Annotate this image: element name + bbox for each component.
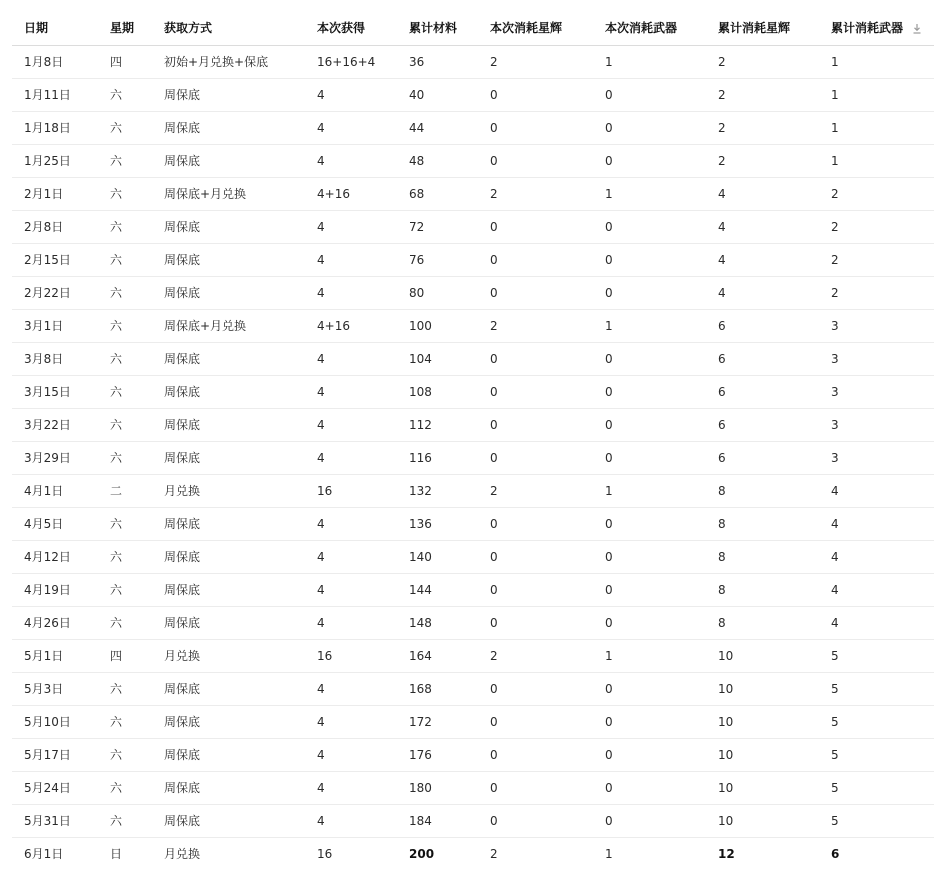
header-used-starglitter xyxy=(478,11,593,45)
table-row xyxy=(12,342,934,375)
table-row xyxy=(12,243,934,276)
header-total-materials-label: 累计材料 xyxy=(409,21,458,36)
cell-total-used-weapon: 5 xyxy=(819,738,934,771)
cell-used-weapon: 1 xyxy=(593,639,706,672)
cell-weekday: 六 xyxy=(98,276,152,309)
cell-source: 周保底 xyxy=(152,507,305,540)
cell-total-used-starglitter: 2 xyxy=(706,78,819,111)
cell-date: 3月29日 xyxy=(12,441,98,474)
cell-date: 1月11日 xyxy=(12,78,98,111)
cell-total-used-weapon: 2 xyxy=(819,276,934,309)
cell-gained: 4 xyxy=(305,606,397,639)
cell-total-materials: 136 xyxy=(397,507,478,540)
cell-weekday: 六 xyxy=(98,342,152,375)
cell-source: 周保底 xyxy=(152,804,305,837)
cell-used-weapon: 0 xyxy=(593,606,706,639)
cell-total-used-starglitter: 4 xyxy=(706,210,819,243)
cell-used-starglitter: 0 xyxy=(478,771,593,804)
cell-total-used-weapon: 4 xyxy=(819,507,934,540)
table-row xyxy=(12,507,934,540)
header-total-materials xyxy=(397,11,478,45)
cell-weekday: 六 xyxy=(98,210,152,243)
cell-gained: 4+16 xyxy=(305,309,397,342)
header-total-used-starglitter-label: 累计消耗星辉 xyxy=(718,21,791,36)
cell-total-used-starglitter: 8 xyxy=(706,507,819,540)
cell-used-weapon: 0 xyxy=(593,111,706,144)
cell-date: 2月8日 xyxy=(12,210,98,243)
cell-total-used-starglitter: 8 xyxy=(706,573,819,606)
cell-total-used-weapon: 4 xyxy=(819,540,934,573)
cell-source: 初始+月兑换+保底 xyxy=(152,45,305,78)
cell-total-used-weapon: 2 xyxy=(819,177,934,210)
cell-used-starglitter: 0 xyxy=(478,210,593,243)
header-source xyxy=(152,11,305,45)
table-row xyxy=(12,111,934,144)
cell-weekday: 四 xyxy=(98,639,152,672)
cell-source: 周保底 xyxy=(152,540,305,573)
cell-gained: 4 xyxy=(305,243,397,276)
cell-weekday: 六 xyxy=(98,672,152,705)
table-header xyxy=(12,11,934,45)
cell-gained: 16 xyxy=(305,474,397,507)
cell-source: 月兑换 xyxy=(152,639,305,672)
cell-used-weapon: 0 xyxy=(593,573,706,606)
cell-used-starglitter: 0 xyxy=(478,276,593,309)
cell-total-materials: 176 xyxy=(397,738,478,771)
cell-total-used-weapon: 3 xyxy=(819,309,934,342)
table-body xyxy=(12,45,934,870)
cell-weekday: 六 xyxy=(98,507,152,540)
cell-used-starglitter: 0 xyxy=(478,78,593,111)
cell-used-weapon: 1 xyxy=(593,45,706,78)
cell-weekday: 六 xyxy=(98,309,152,342)
cell-gained: 4 xyxy=(305,78,397,111)
table-row xyxy=(12,276,934,309)
cell-total-used-starglitter: 10 xyxy=(706,771,819,804)
cell-total-used-starglitter: 10 xyxy=(706,639,819,672)
cell-date: 5月3日 xyxy=(12,672,98,705)
cell-total-used-weapon: 5 xyxy=(819,771,934,804)
cell-total-used-weapon: 5 xyxy=(819,705,934,738)
cell-source: 周保底 xyxy=(152,573,305,606)
table-row xyxy=(12,606,934,639)
cell-used-starglitter: 2 xyxy=(490,846,498,861)
cell-total-used-starglitter: 4 xyxy=(706,243,819,276)
cell-used-weapon: 0 xyxy=(593,78,706,111)
cell-used-weapon: 0 xyxy=(593,276,706,309)
cell-total-used-starglitter: 6 xyxy=(706,375,819,408)
table-row xyxy=(12,375,934,408)
cell-used-weapon: 0 xyxy=(593,144,706,177)
cell-total-materials: 172 xyxy=(397,705,478,738)
cell-gained: 4 xyxy=(305,441,397,474)
header-used-weapon-label: 本次消耗武器 xyxy=(605,21,678,36)
cell-used-weapon: 0 xyxy=(593,210,706,243)
cell-total-used-starglitter: 8 xyxy=(706,606,819,639)
cell-total-used-starglitter: 10 xyxy=(706,804,819,837)
cell-used-starglitter: 0 xyxy=(478,507,593,540)
cell-source: 周保底 xyxy=(152,375,305,408)
cell-gained: 4 xyxy=(305,507,397,540)
cell-total-used-weapon: 3 xyxy=(819,408,934,441)
cell-total-used-starglitter: 4 xyxy=(706,177,819,210)
header-used-weapon xyxy=(593,11,706,45)
cell-total-used-weapon: 3 xyxy=(819,375,934,408)
cell-used-starglitter: 0 xyxy=(478,705,593,738)
cell-total-used-starglitter: 2 xyxy=(706,144,819,177)
header-source-label: 获取方式 xyxy=(164,21,213,36)
cell-date: 4月1日 xyxy=(12,474,98,507)
cell-weekday: 六 xyxy=(98,177,152,210)
cell-gained: 4 xyxy=(305,210,397,243)
cell-date: 4月5日 xyxy=(12,507,98,540)
cell-total-used-starglitter: 6 xyxy=(706,441,819,474)
cell-source: 月兑换 xyxy=(164,847,201,862)
cell-total-materials: 48 xyxy=(397,144,478,177)
cell-source: 周保底 xyxy=(152,606,305,639)
cell-source: 周保底 xyxy=(152,342,305,375)
cell-gained: 4 xyxy=(305,804,397,837)
cell-date: 5月24日 xyxy=(12,771,98,804)
cell-used-starglitter: 0 xyxy=(478,144,593,177)
cell-total-materials: 144 xyxy=(397,573,478,606)
cell-total-materials: 132 xyxy=(397,474,478,507)
header-date xyxy=(12,11,98,45)
download-arrow-icon[interactable] xyxy=(912,23,922,34)
cell-used-weapon: 0 xyxy=(593,243,706,276)
cell-source: 周保底 xyxy=(152,441,305,474)
cell-total-used-starglitter: 6 xyxy=(706,408,819,441)
header-used-starglitter-label: 本次消耗星辉 xyxy=(490,21,563,36)
cell-total-used-weapon: 6 xyxy=(831,846,840,861)
cell-used-weapon: 1 xyxy=(593,474,706,507)
cell-total-used-weapon: 4 xyxy=(819,573,934,606)
cell-weekday: 六 xyxy=(98,771,152,804)
cell-date: 5月10日 xyxy=(12,705,98,738)
header-total-used-weapon xyxy=(819,11,934,45)
table-row xyxy=(12,441,934,474)
cell-gained: 4 xyxy=(305,672,397,705)
cell-total-used-weapon: 1 xyxy=(819,144,934,177)
cell-total-materials: 108 xyxy=(397,375,478,408)
cell-total-used-weapon: 3 xyxy=(819,342,934,375)
cell-total-materials: 100 xyxy=(397,309,478,342)
cell-total-used-weapon: 4 xyxy=(819,474,934,507)
cell-used-starglitter: 0 xyxy=(478,672,593,705)
cell-weekday: 日 xyxy=(110,847,123,862)
cell-source: 周保底 xyxy=(152,276,305,309)
cell-gained: 4 xyxy=(305,573,397,606)
cell-date: 4月19日 xyxy=(12,573,98,606)
cell-date: 2月15日 xyxy=(12,243,98,276)
header-weekday-label: 星期 xyxy=(110,21,135,36)
cell-date: 3月1日 xyxy=(12,309,98,342)
cell-source: 周保底 xyxy=(152,78,305,111)
cell-source: 周保底 xyxy=(152,408,305,441)
cell-weekday: 四 xyxy=(98,45,152,78)
cell-weekday: 六 xyxy=(98,78,152,111)
cell-source: 周保底 xyxy=(152,771,305,804)
cell-gained: 16 xyxy=(317,846,333,861)
cell-source: 月兑换 xyxy=(152,474,305,507)
cell-used-weapon: 0 xyxy=(593,441,706,474)
cell-total-used-weapon: 4 xyxy=(819,606,934,639)
cell-total-used-weapon: 1 xyxy=(819,45,934,78)
cell-source: 周保底 xyxy=(152,705,305,738)
cell-used-weapon: 1 xyxy=(593,309,706,342)
cell-source: 周保底+月兑换 xyxy=(152,309,305,342)
cell-used-weapon: 0 xyxy=(593,705,706,738)
cell-used-weapon: 0 xyxy=(593,540,706,573)
cell-source: 周保底 xyxy=(152,243,305,276)
cell-used-starglitter: 2 xyxy=(478,309,593,342)
cell-weekday: 六 xyxy=(98,738,152,771)
table-row xyxy=(12,45,934,78)
cell-total-used-weapon: 2 xyxy=(819,210,934,243)
cell-source: 周保底 xyxy=(152,672,305,705)
cell-gained: 4 xyxy=(305,144,397,177)
cell-total-materials: 76 xyxy=(397,243,478,276)
cell-total-used-weapon: 1 xyxy=(819,78,934,111)
cell-total-used-starglitter: 10 xyxy=(706,738,819,771)
header-row xyxy=(12,11,934,45)
cell-total-used-starglitter: 10 xyxy=(706,705,819,738)
cell-used-starglitter: 2 xyxy=(478,639,593,672)
cell-used-starglitter: 0 xyxy=(478,573,593,606)
table-row xyxy=(12,408,934,441)
cell-weekday: 六 xyxy=(98,573,152,606)
cell-date: 1月25日 xyxy=(12,144,98,177)
cell-used-starglitter: 2 xyxy=(478,474,593,507)
cell-total-used-starglitter: 10 xyxy=(706,672,819,705)
cell-total-materials: 148 xyxy=(397,606,478,639)
cell-total-materials: 112 xyxy=(397,408,478,441)
header-date-label: 日期 xyxy=(24,21,49,36)
cell-total-used-weapon: 1 xyxy=(819,111,934,144)
cell-used-weapon: 0 xyxy=(593,804,706,837)
cell-total-materials: 116 xyxy=(397,441,478,474)
table-row xyxy=(12,78,934,111)
cell-used-starglitter: 0 xyxy=(478,408,593,441)
cell-date: 3月22日 xyxy=(12,408,98,441)
cell-total-used-starglitter: 6 xyxy=(706,342,819,375)
cell-total-used-starglitter: 2 xyxy=(706,45,819,78)
cell-weekday: 六 xyxy=(98,540,152,573)
cell-used-starglitter: 2 xyxy=(478,177,593,210)
cell-date: 3月15日 xyxy=(12,375,98,408)
cell-used-starglitter: 0 xyxy=(478,606,593,639)
cell-total-materials: 72 xyxy=(397,210,478,243)
cell-total-materials: 40 xyxy=(397,78,478,111)
table-row xyxy=(12,672,934,705)
header-gained-label: 本次获得 xyxy=(317,21,366,36)
cell-gained: 4+16 xyxy=(305,177,397,210)
cell-used-starglitter: 0 xyxy=(478,540,593,573)
table-row xyxy=(12,309,934,342)
cell-gained: 4 xyxy=(305,111,397,144)
cell-used-starglitter: 0 xyxy=(478,375,593,408)
cell-used-weapon: 0 xyxy=(593,672,706,705)
cell-source: 周保底 xyxy=(152,144,305,177)
cell-used-weapon: 1 xyxy=(593,177,706,210)
cell-weekday: 六 xyxy=(98,144,152,177)
header-weekday xyxy=(98,11,152,45)
cell-used-weapon: 0 xyxy=(593,408,706,441)
table-row xyxy=(12,639,934,672)
cell-used-weapon: 0 xyxy=(593,507,706,540)
cell-used-starglitter: 0 xyxy=(478,243,593,276)
cell-date: 5月17日 xyxy=(12,738,98,771)
cell-total-materials: 200 xyxy=(409,846,435,861)
cell-used-starglitter: 0 xyxy=(478,342,593,375)
cell-total-materials: 180 xyxy=(397,771,478,804)
header-total-used-starglitter xyxy=(706,11,819,45)
cell-used-weapon: 0 xyxy=(593,342,706,375)
cell-total-used-weapon: 5 xyxy=(819,639,934,672)
cell-gained: 16+16+4 xyxy=(305,45,397,78)
cell-total-materials: 104 xyxy=(397,342,478,375)
cell-total-used-weapon: 5 xyxy=(819,672,934,705)
cell-total-used-weapon: 2 xyxy=(819,243,934,276)
cell-gained: 4 xyxy=(305,771,397,804)
table-row xyxy=(12,210,934,243)
cell-weekday: 六 xyxy=(98,804,152,837)
cell-gained: 4 xyxy=(305,738,397,771)
cell-used-starglitter: 0 xyxy=(478,804,593,837)
cell-date: 2月1日 xyxy=(12,177,98,210)
cell-weekday: 六 xyxy=(98,111,152,144)
cell-total-used-weapon: 3 xyxy=(819,441,934,474)
cell-total-materials: 68 xyxy=(397,177,478,210)
table-row xyxy=(12,177,934,210)
cell-gained: 4 xyxy=(305,408,397,441)
cell-total-materials: 44 xyxy=(397,111,478,144)
cell-used-starglitter: 0 xyxy=(478,111,593,144)
cell-gained: 4 xyxy=(305,276,397,309)
cell-used-weapon: 0 xyxy=(593,771,706,804)
cell-weekday: 六 xyxy=(98,408,152,441)
cell-date: 5月31日 xyxy=(12,804,98,837)
cell-used-starglitter: 0 xyxy=(478,441,593,474)
table-row xyxy=(12,771,934,804)
cell-weekday: 六 xyxy=(98,375,152,408)
table-row xyxy=(12,573,934,606)
cell-total-used-starglitter: 2 xyxy=(706,111,819,144)
cell-date: 5月1日 xyxy=(12,639,98,672)
cell-used-starglitter: 0 xyxy=(478,738,593,771)
table-row xyxy=(12,837,934,870)
cell-total-materials: 140 xyxy=(397,540,478,573)
cell-total-materials: 80 xyxy=(397,276,478,309)
table-row xyxy=(12,474,934,507)
cell-total-materials: 184 xyxy=(397,804,478,837)
table-row xyxy=(12,144,934,177)
cell-date: 4月26日 xyxy=(12,606,98,639)
cell-date: 1月18日 xyxy=(12,111,98,144)
cell-date: 3月8日 xyxy=(12,342,98,375)
cell-weekday: 六 xyxy=(98,441,152,474)
cell-date: 6月1日 xyxy=(24,847,64,862)
table-row xyxy=(12,738,934,771)
cell-weekday: 二 xyxy=(98,474,152,507)
cell-date: 4月12日 xyxy=(12,540,98,573)
header-gained xyxy=(305,11,397,45)
header-total-used-weapon-label: 累计消耗武器 xyxy=(831,21,904,36)
cell-gained: 4 xyxy=(305,375,397,408)
cell-source: 周保底 xyxy=(152,738,305,771)
cell-total-used-starglitter: 8 xyxy=(706,540,819,573)
cell-total-used-starglitter: 6 xyxy=(706,309,819,342)
cell-weekday: 六 xyxy=(98,705,152,738)
cell-total-used-starglitter: 4 xyxy=(706,276,819,309)
cell-gained: 4 xyxy=(305,705,397,738)
cell-total-used-starglitter: 12 xyxy=(718,846,735,861)
cell-total-used-starglitter: 8 xyxy=(706,474,819,507)
materials-table xyxy=(12,11,934,870)
table-row xyxy=(12,540,934,573)
cell-source: 周保底+月兑换 xyxy=(152,177,305,210)
cell-date: 2月22日 xyxy=(12,276,98,309)
cell-gained: 16 xyxy=(305,639,397,672)
cell-source: 周保底 xyxy=(152,210,305,243)
cell-date: 1月8日 xyxy=(12,45,98,78)
cell-total-used-weapon: 5 xyxy=(819,804,934,837)
cell-weekday: 六 xyxy=(98,243,152,276)
table-row xyxy=(12,705,934,738)
cell-used-starglitter: 2 xyxy=(478,45,593,78)
cell-weekday: 六 xyxy=(98,606,152,639)
cell-used-weapon: 0 xyxy=(593,375,706,408)
cell-gained: 4 xyxy=(305,540,397,573)
cell-total-materials: 36 xyxy=(397,45,478,78)
cell-total-materials: 164 xyxy=(397,639,478,672)
cell-used-weapon: 1 xyxy=(605,846,613,861)
cell-used-weapon: 0 xyxy=(593,738,706,771)
cell-gained: 4 xyxy=(305,342,397,375)
table-row xyxy=(12,804,934,837)
cell-total-materials: 168 xyxy=(397,672,478,705)
cell-source: 周保底 xyxy=(152,111,305,144)
